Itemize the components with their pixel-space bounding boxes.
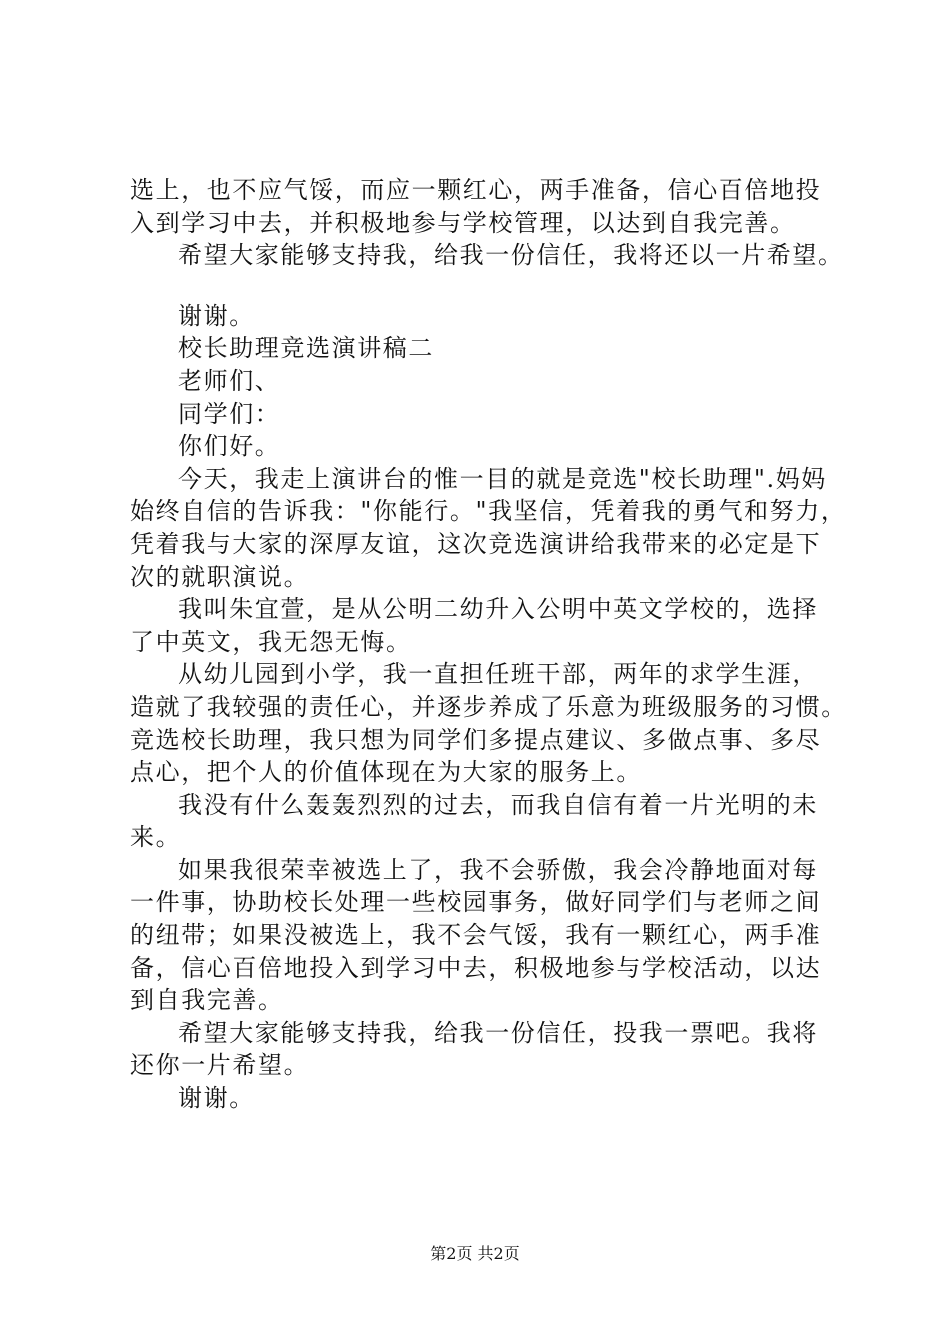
text-line: 希望大家能够支持我，给我一份信任，我将还以一片希望。 <box>178 241 844 270</box>
text-line: 希望大家能够支持我，给我一份信任，投我一票吧。我将 <box>178 1018 818 1047</box>
text-line: 如果我很荣幸被选上了，我不会骄傲，我会冷静地面对每 <box>178 855 818 884</box>
text-line: 备，信心百倍地投入到学习中去，积极地参与学校活动，以达 <box>130 953 822 982</box>
text-line: 竞选校长助理，我只想为同学们多提点建议、多做点事、多尽 <box>130 725 822 754</box>
section-title: 校长助理竞选演讲稿二 <box>178 334 434 363</box>
text-line: 的纽带；如果没被选上，我不会气馁，我有一颗红心，两手准 <box>130 921 822 950</box>
page-number-footer: 第2页 共2页 <box>430 1244 520 1263</box>
salutation-line: 同学们： <box>178 399 281 428</box>
text-line: 了中英文，我无怨无悔。 <box>130 627 412 656</box>
text-line: 造就了我较强的责任心，并逐步养成了乐意为班级服务的习惯。 <box>130 692 847 721</box>
text-line: 我没有什么轰轰烈烈的过去，而我自信有着一片光明的未 <box>178 790 818 819</box>
text-line: 今天，我走上演讲台的惟一目的就是竞选"校长助理".妈妈 <box>178 464 827 493</box>
text-line: 到自我完善。 <box>130 986 284 1015</box>
text-line: 从幼儿园到小学，我一直担任班干部，两年的求学生涯， <box>178 660 818 689</box>
text-line: 次的就职演说。 <box>130 562 310 591</box>
text-line: 来。 <box>130 823 182 852</box>
paragraph-gap <box>130 272 860 300</box>
text-line: 始终自信的告诉我："你能行。"我坚信，凭着我的勇气和努力， <box>130 497 847 526</box>
text-line: 凭着我与大家的深厚友谊，这次竞选演讲给我带来的必定是下 <box>130 529 822 558</box>
text-line: 还你一片希望。 <box>130 1051 310 1080</box>
greeting-line: 你们好。 <box>178 432 281 461</box>
text-line: 选上，也不应气馁，而应一颗红心，两手准备，信心百倍地投 <box>130 176 822 204</box>
text-line: 谢谢。 <box>178 301 255 330</box>
text-line: 一件事，协助校长处理一些校园事务，做好同学们与老师之间 <box>130 888 822 917</box>
text-line: 入到学习中去，并积极地参与学校管理，以达到自我完善。 <box>130 208 796 237</box>
closing-line: 谢谢。 <box>178 1084 255 1113</box>
text-line: 我叫朱宜萱，是从公明二幼升入公明中英文学校的，选择 <box>178 595 818 624</box>
salutation-line: 老师们、 <box>178 366 281 395</box>
document-body <box>130 174 860 1115</box>
text-line: 点心，把个人的价值体现在为大家的服务上。 <box>130 758 642 787</box>
